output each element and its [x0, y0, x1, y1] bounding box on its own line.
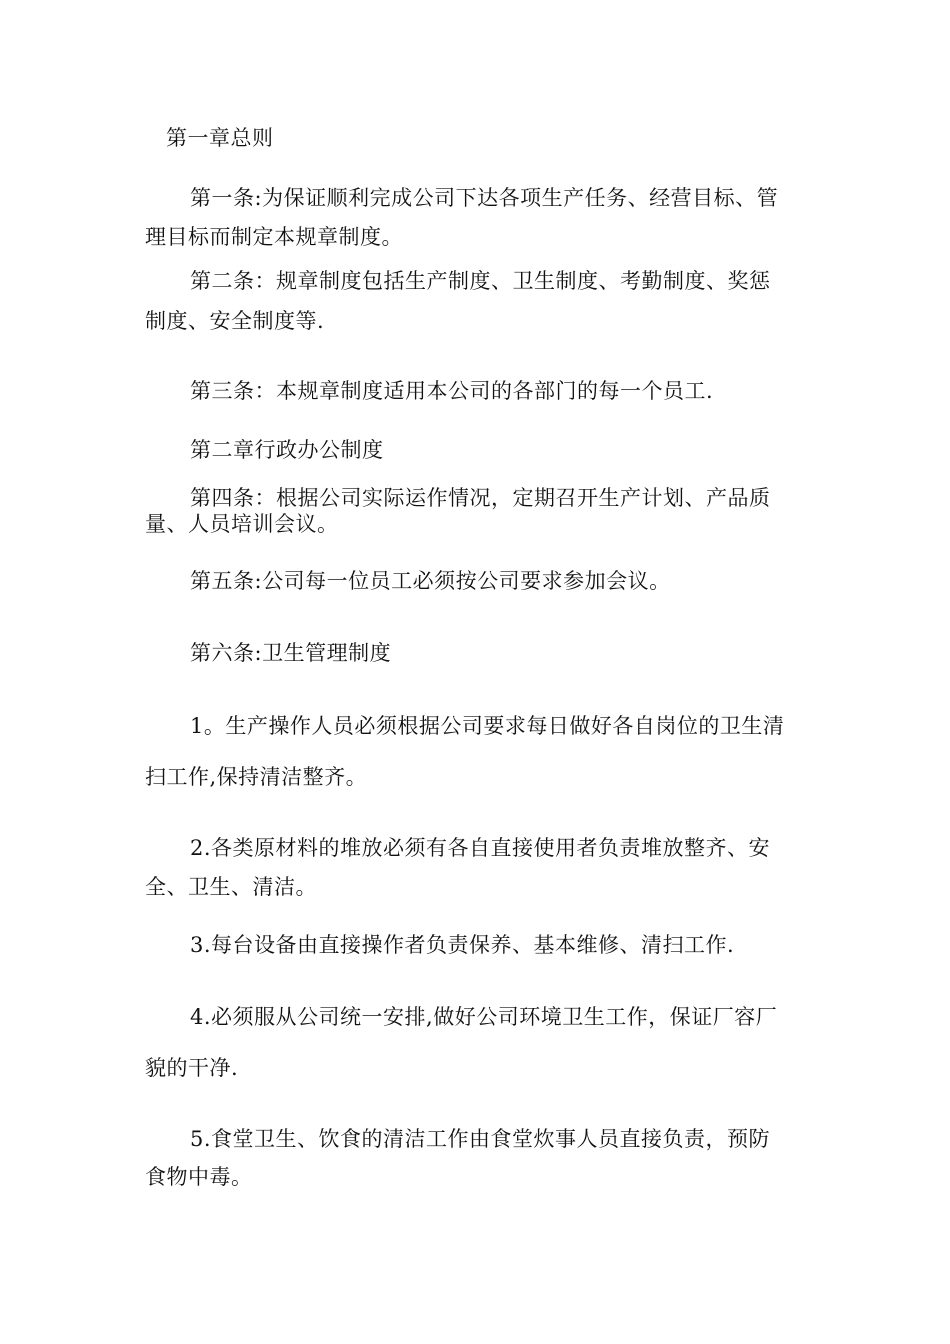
article-1-line-2: 理目标而制定本规章制度。	[145, 225, 403, 249]
article-1-line-1: 第一条:为保证顺利完成公司下达各项生产任务、经营目标、管	[190, 186, 779, 210]
item-3: 3.每台设备由直接操作者负责保养、基本维修、清扫工作.	[190, 933, 735, 957]
chapter-2-heading: 第二章行政办公制度	[190, 438, 384, 462]
item-1-line-1: 1。生产操作人员必须根据公司要求每日做好各自岗位的卫生清	[190, 714, 785, 738]
article-4-line-2: 量、人员培训会议。	[145, 512, 339, 536]
item-5-line-2: 食物中毒。	[145, 1165, 253, 1189]
chapter-1-heading: 第一章总则	[166, 126, 274, 150]
article-5: 第五条:公司每一位员工必须按公司要求参加会议。	[190, 569, 671, 593]
article-4-line-1: 第四条：根据公司实际运作情况，定期召开生产计划、产品质	[190, 486, 771, 510]
item-5-line-1: 5.食堂卫生、饮食的清洁工作由食堂炊事人员直接负责，预防	[190, 1127, 771, 1151]
article-2-line-2: 制度、安全制度等.	[145, 309, 325, 333]
article-2-line-1: 第二条：规章制度包括生产制度、卫生制度、考勤制度、奖惩	[190, 269, 771, 293]
item-1-line-2: 扫工作,保持清洁整齐。	[145, 765, 368, 789]
item-4-line-2: 貌的干净.	[145, 1056, 239, 1080]
article-3: 第三条：本规章制度适用本公司的各部门的每一个员工.	[190, 379, 714, 403]
article-6: 第六条:卫生管理制度	[190, 641, 392, 665]
item-2-line-2: 全、卫生、清洁。	[145, 875, 317, 899]
item-4-line-1: 4.必须服从公司统一安排,做好公司环境卫生工作，保证厂容厂	[190, 1005, 778, 1029]
item-2-line-1: 2.各类原材料的堆放必须有各自直接使用者负责堆放整齐、安	[190, 836, 771, 860]
